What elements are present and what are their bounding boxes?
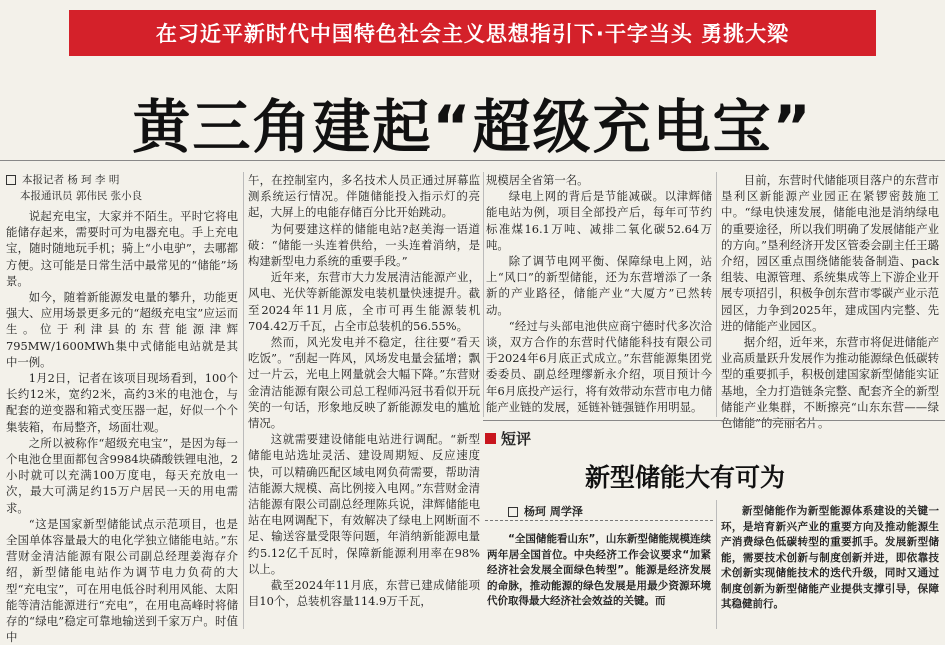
top-banner <box>69 10 876 56</box>
article-column-1 <box>6 172 238 645</box>
commentary-byline <box>508 503 583 519</box>
commentary-byline-text: 杨珂 周学泽 <box>524 505 583 518</box>
paragraph: 之所以被称作“超级充电宝”，是因为每一个电池仓里面都包含9984块磷酸铁锂电池，2小时就可以充满100万度电，每天充放电一次，最大可满足约15万户居民一天的用电需求。 <box>6 435 238 515</box>
commentary-column-b <box>721 504 939 629</box>
paragraph: “全国储能看山东”，山东新型储能规模连续两年居全国首位。中央经济工作会议要求“加紧经济社会发展全面绿色转型”。能源是经济发展的命脉，推动能源的绿色发展是用最少资源环境代价取得最大经济社会效益的关键。而 <box>487 533 711 607</box>
paragraph: 为何要建这样的储能电站?赵美海一语道破：“储能一头连着供给，一头连着消纳，是构建新型电力系统的重要手段。” <box>248 221 480 269</box>
byline <box>6 172 238 204</box>
paragraph: 绿电上网的背后是节能减碳。以津辉储能电站为例，项目全部投产后，每年可节约标准煤16.1万吨、减排二氧化碳52.64万吨。 <box>486 189 712 252</box>
byline-box-icon <box>6 175 16 185</box>
paragraph: 然而，风光发电并不稳定，往往要“看天吃饭”。“刮起一阵风，风场发电量会猛增；飘过一片云，光电上网量就会大幅下降。”东营财金清洁能源有限公司总工程师冯冠书看似开玩笑的一句话，形象地反映了新能源发电的尴尬情况。 <box>248 335 480 431</box>
headline: 黄三角建起“超级充电宝” <box>132 93 813 161</box>
paragraph: 如今，随着新能源发电量的攀升，功能更强大、应用场景更多元的“超级充电宝”应运而生。位于利津县的东营能源津辉795MW/1600MWh集中式储能电站就是其中一例。 <box>6 290 238 369</box>
paragraph: 目前，东营时代储能项目落户的东营市垦利区新能源产业园正在紧锣密鼓施工中。“绿电快速发展，储能电池是消纳绿电的重要途径，所以我们明确了发展储能产业的方向。”垦利经济开发区管委会副主任王璐介绍，园区重点围绕储能装备制造、pack组装、电源管理、系统集成等上下游企业开展专项招引，积极争创东营市零碳产业示范园区，力争到2025年，建成国内完整、先进的储能产业园区。 <box>721 173 939 333</box>
section-label-text: 短评 <box>501 430 532 448</box>
paragraph: 近年来，东营市大力发展清洁能源产业，风电、光伏等新能源发电装机量快速提升。截至2024年11月底，全市可再生能源装机704.42万千瓦，占全市总装机的56.55%。 <box>248 270 480 333</box>
paragraph: 据介绍，近年来，东营市将促进储能产业高质量跃升发展作为推动能源绿色低碳转型的重要抓手，积极创建国家新型储能实证基地，全力打造链条完整、配套齐全的新型储能产业集群，不断擦亮“山东东营——绿色储能”的亮丽名片。 <box>721 335 939 431</box>
byline-line-2: 本报通讯员 郭伟民 张小良 <box>20 190 143 202</box>
paragraph: “这是国家新型储能试点示范项目，也是全国单体容量最大的电化学独立储能电站。”东营财金清洁能源有限公司副总经理姜海存介绍，新型储能电站作为调节电力负荷的大型“充电宝”，可在用电低谷时利用风能、太阳能等清洁能源进行“充电”，在用电高峰时将储存的“绿电”稳定可靠地输送到千家万户。时值中 <box>6 516 238 645</box>
column-divider <box>483 172 484 417</box>
red-square-icon <box>485 433 496 444</box>
paragraph: 说起充电宝，大家并不陌生。平时它将电能储存起来，需要时可为电器充电。手上充电宝，随时随地玩手机；骑上“小电驴”，去哪都方便。这可能是日常生活中最常见的“储能”场景。 <box>6 209 238 288</box>
paragraph: 规模居全省第一名。 <box>486 173 589 187</box>
commentary-rule <box>483 420 945 421</box>
column-divider <box>716 172 717 417</box>
commentary-section-label <box>485 428 531 449</box>
byline-box-icon <box>508 507 518 517</box>
article-column-3 <box>486 172 712 417</box>
paragraph: 1月2日，记者在该项目现场看到，100个长约12米，宽约2米，高约3米的电池仓，与配套的逆变器和箱式变压器一起，好似一个个集装箱，布局整齐，场面壮观。 <box>6 371 238 434</box>
article-column-2 <box>248 172 480 629</box>
commentary-column-a <box>487 532 711 629</box>
headline-rule <box>0 160 945 161</box>
paragraph: 午，在控制室内，多名技术人员正通过屏幕监测系统运行情况。伴随储能投入指示灯的亮起，大屏上的电能存储百分比开始跳动。 <box>248 173 480 220</box>
commentary-dotted-rule <box>485 520 713 521</box>
paragraph: 除了调节电网平衡、保障绿电上网，站上“风口”的新型储能，还为东营增添了一条新的产业路径，储能产业“大厦方”已然转动。 <box>486 254 712 317</box>
column-divider <box>243 172 244 629</box>
commentary-title: 新型储能大有可为 <box>585 463 786 492</box>
paragraph: 这就需要建设储能电站进行调配。“新型储能电站选址灵活、建设周期短、反应速度快，可以精确匹配区域电网负荷需要，帮助清洁能源大规模、高比例接入电网。”东营财金清洁能源有限公司副总经理陈兵说，津辉储能电站在电网调配下，有效解决了绿电上网断面不足、输送容量受限等问题，年消纳新能源电量约5.12亿千瓦时，保障新能源利用率在98%以上。 <box>248 432 480 576</box>
banner-text: 在习近平新时代中国特色社会主义思想指引下·干字当头 勇挑大梁 <box>155 22 790 46</box>
column-divider <box>716 500 717 629</box>
paragraph: 新型储能作为新型能源体系建设的关键一环，是培育新兴产业的重要方向及推动能源生产消费绿色低碳转型的重要抓手。发展新型储能，需要技术创新与制度创新并进，即依靠技术创新实现储能技术的迭代升级，同时又通过制度创新为新型储能产业提供支撑引导，保障其稳健前行。 <box>721 505 939 610</box>
article-column-4 <box>721 172 939 431</box>
paragraph: “经过与头部电池供应商宁德时代多次洽谈，双方合作的东营时代储能科技有限公司于2024年6月底正式成立。”东营能源集团党委委员、副总经理缪新永介绍，项目预计今年6月底投产运行，将有效带动东营市电力储能产业链的发展，延链补链强链作用明显。 <box>486 318 712 414</box>
byline-line-1: 本报记者 杨 珂 李 明 <box>22 174 120 186</box>
paragraph: 截至2024年11月底，东营已建成储能项目10个，总装机容量114.9万千瓦， <box>248 578 480 609</box>
